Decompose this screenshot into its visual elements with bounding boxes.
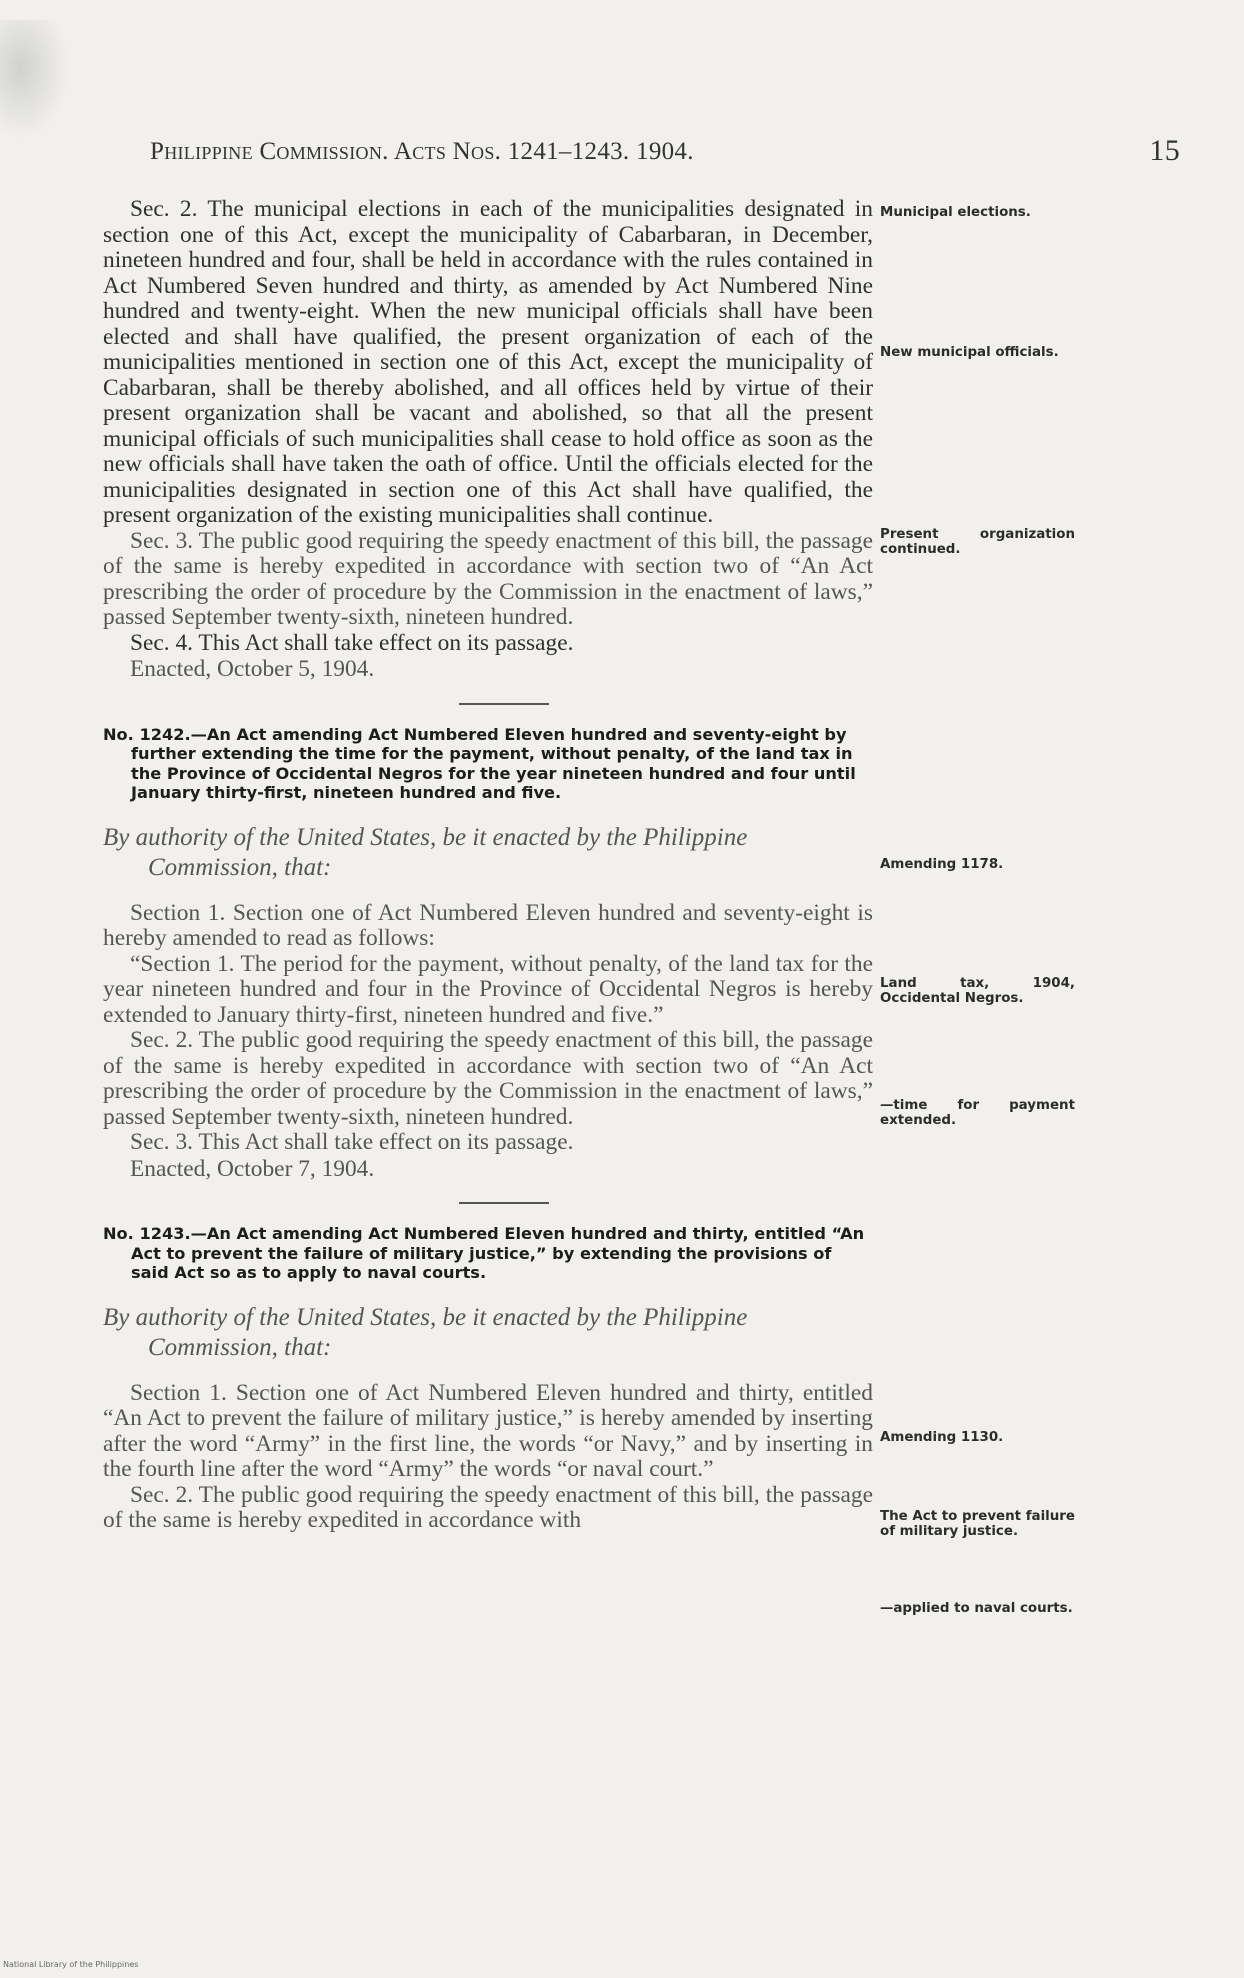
page-header [150,134,1180,167]
act-1243-enacting-clause [103,1303,873,1363]
enacting-clause-line-1: By authority of the United States, be it enacted by the Philippine [103,1303,748,1331]
act-1242-enacting-clause [103,823,873,883]
act-1243-section-2: Sec. 2. The public good requiring the speedy enactment of this bill, the passage of the same is hereby expedited in accordance with [103,1481,873,1533]
margin-note-new-officials: New municipal officials. [880,345,1059,360]
margin-note-military-justice: The Act to prevent failure of military justice. [880,1509,1075,1539]
act-1242-enacted-date: Enacted, October 7, 1904. [130,1155,375,1182]
enacting-clause-line-2: Commission, that: [148,853,332,881]
running-title: Philippine Commission. Acts Nos. 1241–1243. 1904. [150,138,694,165]
act-1242-title: No. 1242.—An Act amending Act Numbered Eleven hundred and seventy-eight by further extending the time for the payment, without penalty, of the land tax in the Province of Occidental Negros for the year nineteen hundred and four until January thirty-first, nineteen hundred and five. [103,724,856,802]
main-text-column [103,197,873,1534]
act-1241-enacted-date: Enacted, October 5, 1904. [130,656,375,682]
margin-note-amending-1178: Amending 1178. [880,857,1004,872]
act-1242-section-1: Section 1. Section one of Act Numbered Eleven hundred and seventy-eight is hereby amended to read as follows: [103,899,873,951]
act-1243-title: No. 1243.—An Act amending Act Numbered Eleven hundred and thirty, entitled “An Act to prevent the failure of military justice,” by extending the provisions of said Act so as to apply to naval courts. [103,1224,865,1282]
margin-note-land-tax: Land tax, 1904, Occidental Negros. [880,976,1075,1006]
act-1241-section-2: Sec. 2. The municipal elections in each of the municipalities designated in section one of this Act, except the municipality of Cabarbaran, in December, nineteen hundred and four, shall be held in accordance with the rules contained in Act Numbered Seven hundred and thirty, as amended by Act Numbered Nine hundred and twenty-eight. When the new municipal officials shall have been elected and shall have qualified, the present organization of each of the municipalities mentioned in section one of this Act, except the municipality of Cabarbaran, shall be thereby abolished, and all offices held by virtue of their present organization shall be vacant and abolished, so that all the present municipal officials of such municipalities shall cease to hold office as soon as the new officials shall have taken the oath of office. Until the officials elected for the municipalities designated in section one of this Act shall have qualified, the present organization of the existing municipalities shall continue. [103,196,873,528]
section-divider [459,703,549,705]
scan-smudge [0,20,70,140]
page-number: 15 [1149,134,1180,167]
act-1241-section-3: Sec. 3. The public good requiring the speedy enactment of this bill, the passage of the same is hereby expedited in accordance with section two of “An Act prescribing the order of procedure by the Commission in the enactment of laws,” passed September twenty-sixth, nineteen hundred. [103,527,873,630]
act-1242-section-2: Sec. 2. The public good requiring the speedy enactment of this bill, the passage of the same is hereby expedited in accordance with section two of “An Act prescribing the order of procedure by the Commission in the enactment of laws,” passed September twenty-sixth, nineteen hundred. [103,1027,873,1130]
act-1242-amended-text: “Section 1. The period for the payment, without penalty, of the land tax for the year nineteen hundred and four in the Province of Occidental Negros is hereby extended to January thirty-first, nineteen hundred and five.” [103,950,873,1028]
margin-note-naval-courts: —applied to naval courts. [880,1601,1073,1616]
margin-note-amending-1130: Amending 1130. [880,1430,1004,1445]
margin-note-municipal-elections: Municipal elections. [880,205,1031,220]
enacting-clause-line-1: By authority of the United States, be it enacted by the Philippine [103,823,748,851]
section-divider [459,1202,549,1204]
margin-note-organization-continued: Present organization continued. [880,527,1075,557]
act-1242-section-3: Sec. 3. This Act shall take effect on its passage. [130,1129,574,1155]
act-1243-section-1: Section 1. Section one of Act Numbered Eleven hundred and thirty, entitled “An Act to prevent the failure of military justice,” is hereby amended by inserting after the word “Army” in the first line, the words “or Navy,” and by inserting in the fourth line after the word “Army” the words “or naval court.” [103,1379,873,1482]
margin-note-payment-extended: —time for payment extended. [880,1098,1075,1128]
scan-footer: National Library of the Philippines [3,1960,139,1969]
enacting-clause-line-2: Commission, that: [148,1333,332,1361]
act-1241-section-4: Sec. 4. This Act shall take effect on its passage. [130,629,574,656]
